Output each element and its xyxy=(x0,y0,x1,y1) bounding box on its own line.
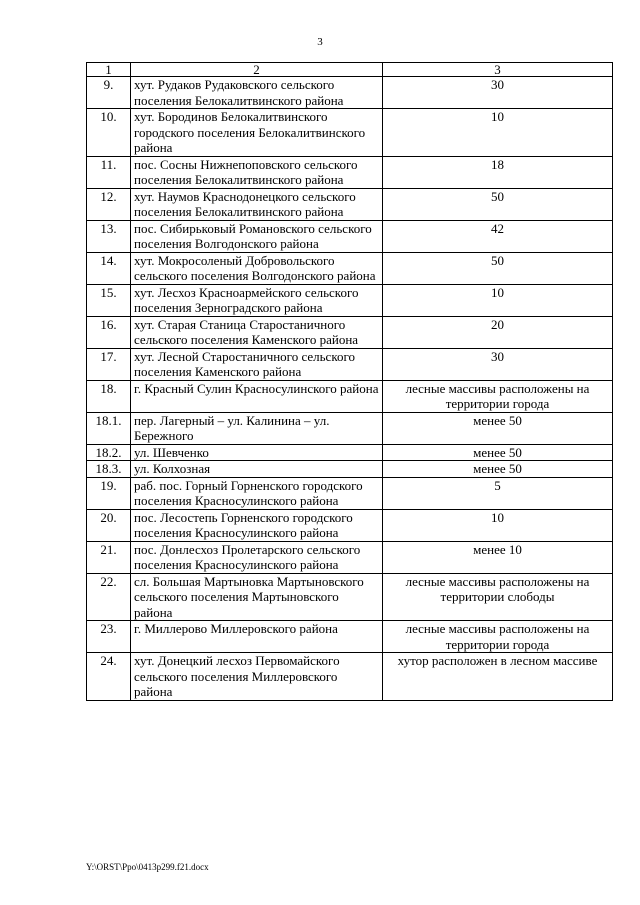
distance-value: лесные массивы расположены на территории города xyxy=(383,380,613,412)
distance-value: менее 50 xyxy=(383,412,613,444)
table-row xyxy=(87,412,613,444)
row-number: 19. xyxy=(87,477,131,509)
document-file-path: Y:\ORST\Ppo\0413p299.f21.docx xyxy=(86,862,209,872)
table-row xyxy=(87,109,613,157)
column-header-value: 3 xyxy=(383,63,613,77)
distance-value: менее 50 xyxy=(383,461,613,478)
distance-value: 10 xyxy=(383,109,613,157)
row-number: 12. xyxy=(87,188,131,220)
table-row xyxy=(87,380,613,412)
distance-value: менее 10 xyxy=(383,541,613,573)
settlements-table xyxy=(86,62,613,701)
table-row xyxy=(87,573,613,621)
table-row xyxy=(87,653,613,701)
settlement-name: ул. Колхозная xyxy=(131,461,383,478)
table-row xyxy=(87,188,613,220)
table-row xyxy=(87,156,613,188)
table-row xyxy=(87,252,613,284)
settlement-name: хут. Бородинов Белокалитвинского городского поселения Белокалитвинского района xyxy=(131,109,383,157)
row-number: 15. xyxy=(87,284,131,316)
table-row xyxy=(87,220,613,252)
table-row xyxy=(87,509,613,541)
row-number: 18. xyxy=(87,380,131,412)
distance-value: 50 xyxy=(383,252,613,284)
distance-value: 18 xyxy=(383,156,613,188)
settlement-name: сл. Большая Мартыновка Мартыновского сельского поселения Мартыновского района xyxy=(131,573,383,621)
table-row xyxy=(87,348,613,380)
row-number: 20. xyxy=(87,509,131,541)
distance-value: 5 xyxy=(383,477,613,509)
distance-value: лесные массивы расположены на территории города xyxy=(383,621,613,653)
settlement-name: пос. Сибирьковый Романовского сельского поселения Волгодонского района xyxy=(131,220,383,252)
settlement-name: хут. Рудаков Рудаковского сельского поселения Белокалитвинского района xyxy=(131,77,383,109)
row-number: 16. xyxy=(87,316,131,348)
row-number: 13. xyxy=(87,220,131,252)
row-number: 14. xyxy=(87,252,131,284)
distance-value: 20 xyxy=(383,316,613,348)
table-row xyxy=(87,316,613,348)
row-number: 18.1. xyxy=(87,412,131,444)
table-row xyxy=(87,461,613,478)
row-number: 18.3. xyxy=(87,461,131,478)
settlement-name: г. Красный Сулин Красносулинского района xyxy=(131,380,383,412)
table-header-row xyxy=(87,63,613,77)
settlement-name: хут. Мокросоленый Добровольского сельского поселения Волгодонского района xyxy=(131,252,383,284)
row-number: 17. xyxy=(87,348,131,380)
column-header-name: 2 xyxy=(131,63,383,77)
settlement-name: хут. Донецкий лесхоз Первомайского сельского поселения Миллеровского района xyxy=(131,653,383,701)
row-number: 24. xyxy=(87,653,131,701)
settlement-name: пос. Сосны Нижнепоповского сельского поселения Белокалитвинского района xyxy=(131,156,383,188)
distance-value: 10 xyxy=(383,284,613,316)
settlement-name: пер. Лагерный – ул. Калинина – ул. Бережного xyxy=(131,412,383,444)
row-number: 21. xyxy=(87,541,131,573)
settlement-name: пос. Лесостепь Горненского городского поселения Красносулинского района xyxy=(131,509,383,541)
distance-value: 30 xyxy=(383,348,613,380)
column-header-number: 1 xyxy=(87,63,131,77)
settlement-name: хут. Лесхоз Красноармейского сельского поселения Зерноградского района xyxy=(131,284,383,316)
settlement-name: ул. Шевченко xyxy=(131,444,383,461)
table-row xyxy=(87,621,613,653)
settlement-name: хут. Лесной Старостаничного сельского поселения Каменского района xyxy=(131,348,383,380)
settlement-name: г. Миллерово Миллеровского района xyxy=(131,621,383,653)
row-number: 11. xyxy=(87,156,131,188)
distance-value: менее 50 xyxy=(383,444,613,461)
distance-value: 50 xyxy=(383,188,613,220)
distance-value: лесные массивы расположены на территории слободы xyxy=(383,573,613,621)
settlement-name: раб. пос. Горный Горненского городского поселения Красносулинского района xyxy=(131,477,383,509)
distance-value: 42 xyxy=(383,220,613,252)
row-number: 22. xyxy=(87,573,131,621)
row-number: 23. xyxy=(87,621,131,653)
row-number: 18.2. xyxy=(87,444,131,461)
table-row xyxy=(87,541,613,573)
distance-value: 10 xyxy=(383,509,613,541)
settlement-name: хут. Наумов Краснодонецкого сельского поселения Белокалитвинского района xyxy=(131,188,383,220)
settlement-name: хут. Старая Станица Староcтаничного сельского поселения Каменского района xyxy=(131,316,383,348)
distance-value: 30 xyxy=(383,77,613,109)
table-row xyxy=(87,77,613,109)
table-row xyxy=(87,477,613,509)
settlement-name: пос. Донлесхоз Пролетарского сельского поселения Красносулинского района xyxy=(131,541,383,573)
table-row xyxy=(87,284,613,316)
table-row xyxy=(87,444,613,461)
page-number: 3 xyxy=(317,36,323,48)
row-number: 9. xyxy=(87,77,131,109)
row-number: 10. xyxy=(87,109,131,157)
distance-value: хутор расположен в лесном массиве xyxy=(383,653,613,701)
